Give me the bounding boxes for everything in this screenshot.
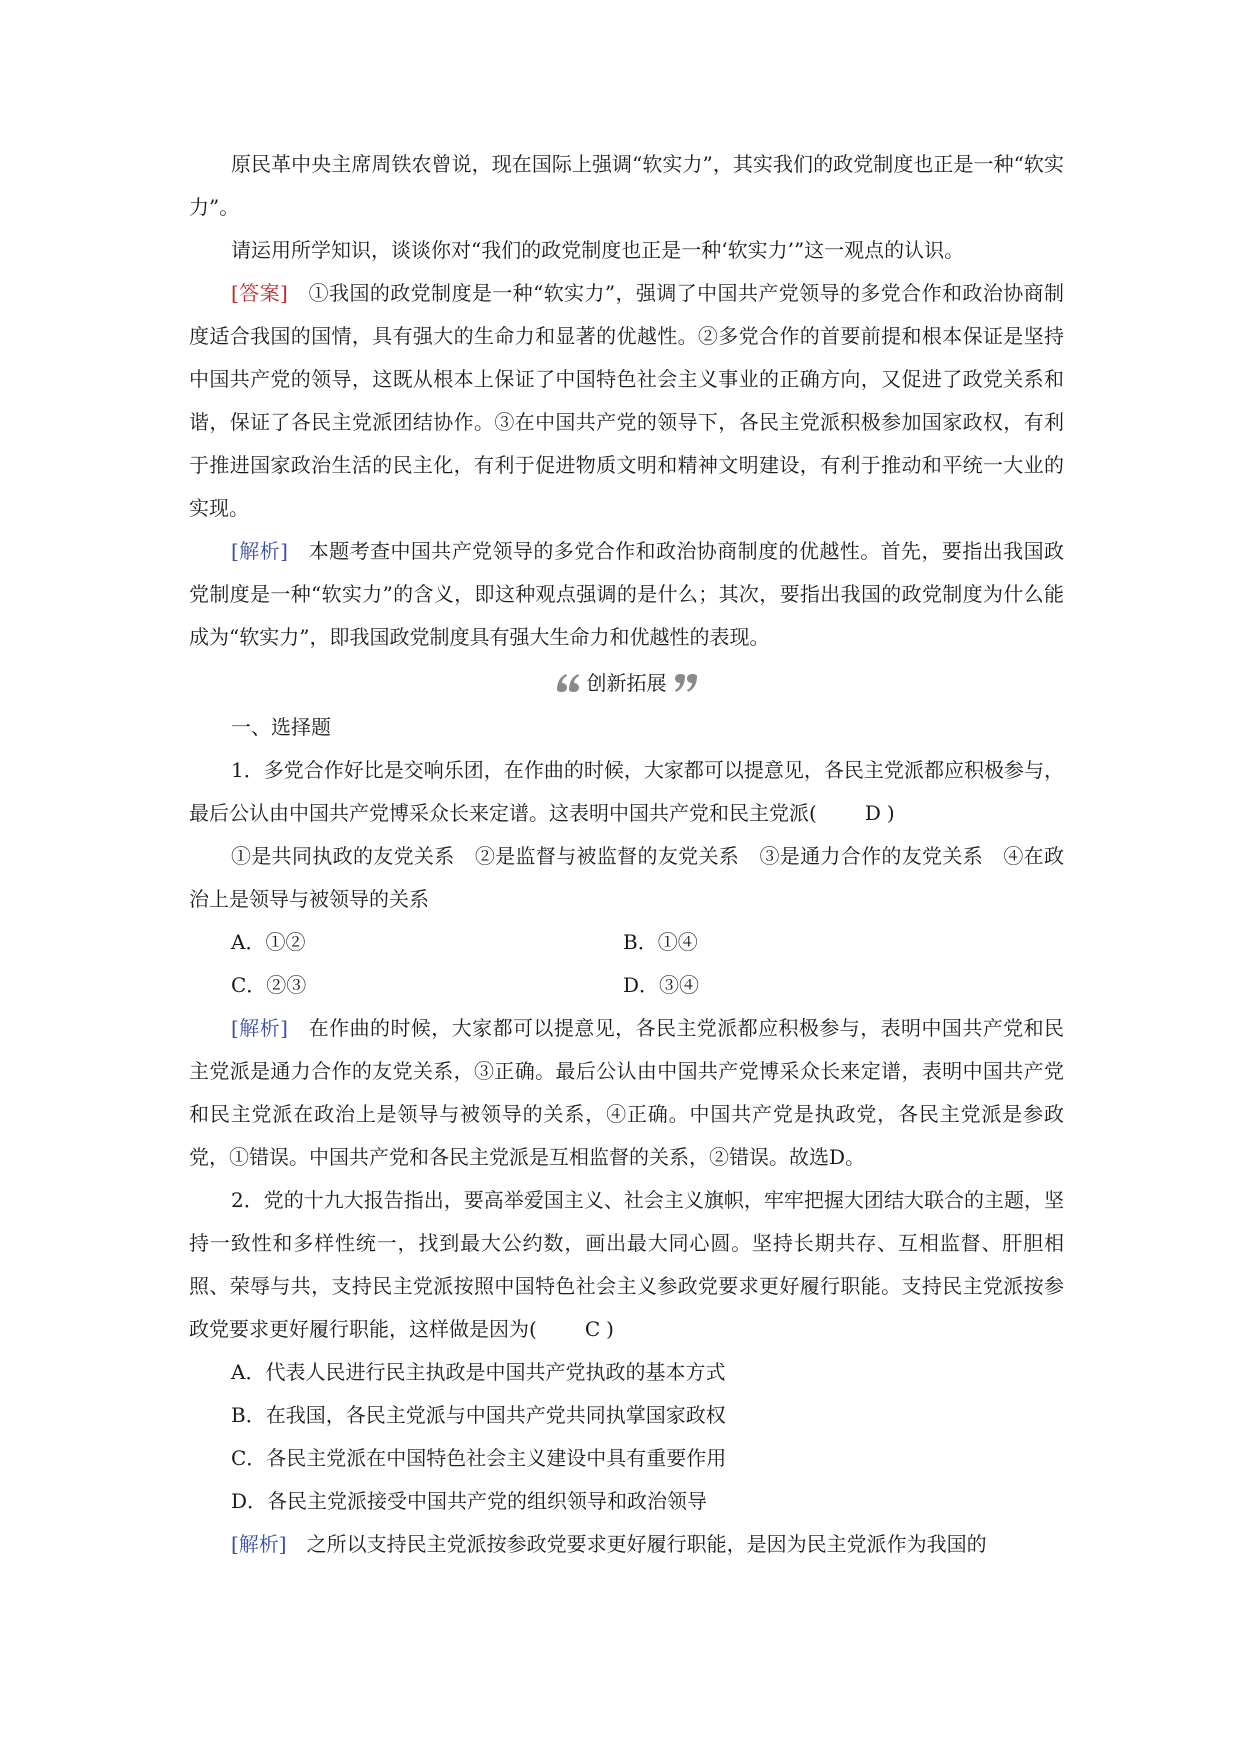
intro-quote: 原民革中央主席周铁农曾说，现在国际上强调“软实力”，其实我们的政党制度也正是一种“软实力”。 bbox=[189, 152, 1064, 219]
q2-analysis-tag: [解析] bbox=[231, 1532, 287, 1556]
q1-stem-text: 1．多党合作好比是交响乐团，在作曲的时候，大家都可以提意见，各民主党派都应积极参与，最后公认由中国共产党博采众长来定谱。这表明中国共产党和民主党派( bbox=[189, 758, 1064, 825]
q2-stem-text: 2．党的十九大报告指出，要高举爱国主义、社会主义旗帜，牢牢把握大团结大联合的主题，坚持一致性和多样性统一，找到最大公约数，画出最大同心圆。坚持长期共存、互相监督、肝胆相照、荣辱与共，支持民主党派按照中国特色社会主义参政党要求更好履行职能。支持民主党派按参政党要求更好履行职能，这样做是因为( bbox=[189, 1188, 1064, 1341]
analysis-tag: [解析] bbox=[231, 539, 288, 563]
q1-analysis bbox=[189, 1007, 1064, 1179]
answer-paragraph bbox=[189, 272, 1064, 530]
section-heading: 一、选择题 bbox=[231, 715, 331, 739]
open-quote-icon bbox=[553, 668, 583, 698]
close-quote-icon bbox=[671, 668, 701, 698]
q1-analysis-text: 在作曲的时候，大家都可以提意见，各民主党派都应积极参与，表明中国共产党和民主党派是通力合作的友党关系，③正确。最后公认由中国共产党博采众长来定谱，表明中国共产党和民主党派在政治上是领导与被领导的关系，④正确。中国共产党是执政党，各民主党派是参政党，①错误。中国共产党和各民主党派是互相监督的关系，②错误。故选D。 bbox=[189, 1016, 1065, 1169]
analysis-text: 本题考查中国共产党领导的多党合作和政治协商制度的优越性。首先，要指出我国政党制度是一种“软实力”的含义，即这种观点强调的是什么；其次，要指出我国的政党制度为什么能成为“软实力”，即我国政党制度具有强大生命力和优越性的表现。 bbox=[189, 539, 1065, 649]
q2-stem-close: ) bbox=[606, 1317, 614, 1341]
q1-analysis-tag: [解析] bbox=[231, 1016, 288, 1040]
q1-option-c: C．②③ bbox=[231, 973, 307, 997]
q1-option-b: B．①④ bbox=[623, 930, 698, 954]
q1-option-d: D．③④ bbox=[623, 973, 700, 997]
q1-options-row-2 bbox=[189, 964, 1064, 1007]
analysis-paragraph-1 bbox=[189, 530, 1064, 659]
q2-option-c: C．各民主党派在中国特色社会主义建设中具有重要作用 bbox=[231, 1446, 727, 1470]
q1-stem bbox=[189, 749, 1064, 835]
q2-analysis-text: 之所以支持民主党派按参政党要求更好履行职能，是因为民主党派作为我国的 bbox=[306, 1532, 987, 1556]
q2-analysis bbox=[189, 1523, 1064, 1566]
q1-options-row-1 bbox=[189, 921, 1064, 964]
q1-stem-close: ) bbox=[886, 801, 895, 825]
answer-tag: [答案] bbox=[231, 281, 288, 305]
banner-label: 创新拓展 bbox=[586, 671, 667, 695]
q2-stem bbox=[189, 1179, 1064, 1351]
q2-option-a: A．代表人民进行民主执政是中国共产党执政的基本方式 bbox=[231, 1360, 726, 1384]
q1-statements: ①是共同执政的友党关系 ②是监督与被监督的友党关系 ③是通力合作的友党关系 ④在政治上是领导与被领导的关系 bbox=[189, 844, 1064, 911]
q2-option-b: B．在我国，各民主党派与中国共产党共同执掌国家政权 bbox=[231, 1403, 726, 1427]
section-banner bbox=[189, 661, 1064, 705]
q2-answer: C bbox=[584, 1317, 601, 1341]
q2-option-d: D．各民主党派接受中国共产党的组织领导和政治领导 bbox=[231, 1489, 708, 1513]
intro-question: 请运用所学知识，谈谈你对“我们的政党制度也正是一种‘软实力’”这一观点的认识。 bbox=[231, 238, 965, 262]
document-body bbox=[189, 143, 1064, 1566]
q1-option-a: A．①② bbox=[231, 930, 306, 954]
q1-answer: D bbox=[864, 801, 881, 825]
answer-text: ①我国的政党制度是一种“软实力”，强调了中国共产党领导的多党合作和政治协商制度适合我国的国情，具有强大的生命力和显著的优越性。②多党合作的首要前提和根本保证是坚持中国共产党的领导，这既从根本上保证了中国特色社会主义事业的正确方向，又促进了政党关系和谐，保证了各民主党派团结协作。③在中国共产党的领导下，各民主党派积极参加国家政权，有利于推进国家政治生活的民主化，有利于促进物质文明和精神文明建设，有利于推动和平统一大业的实现。 bbox=[189, 281, 1065, 520]
